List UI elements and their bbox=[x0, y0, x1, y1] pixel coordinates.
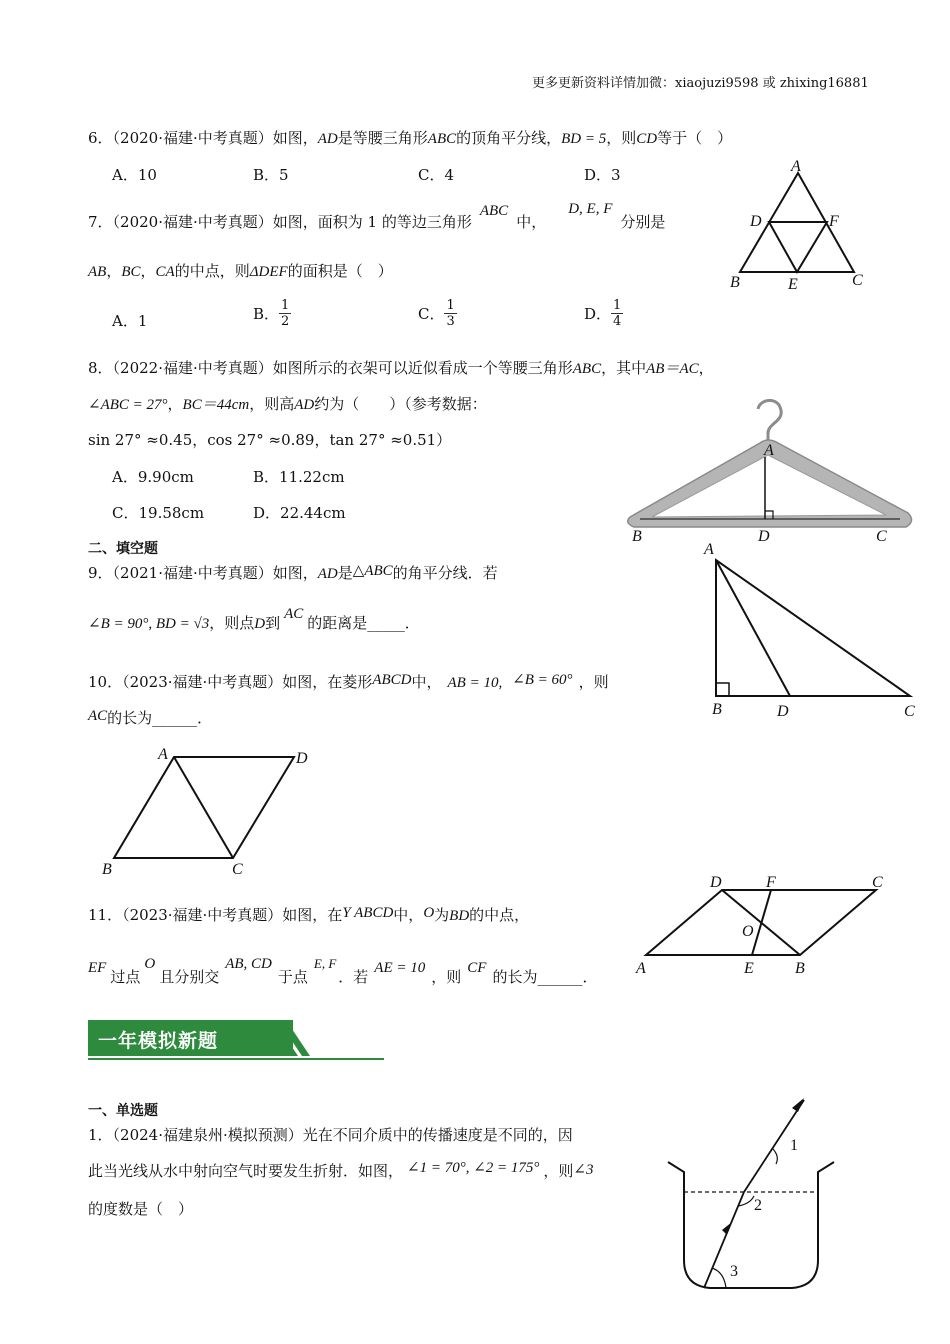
q11-label-c: C bbox=[872, 874, 883, 891]
q7-comma2: ， bbox=[140, 262, 156, 280]
q7-label-a: A bbox=[791, 158, 801, 175]
m1-label-2: 2 bbox=[754, 1197, 762, 1214]
q7-text2: 分别是 bbox=[620, 213, 666, 231]
q8-ad: AD bbox=[294, 397, 315, 413]
q9-abc: △ABC bbox=[352, 563, 393, 579]
q11-text8: ，则 bbox=[431, 968, 462, 986]
q11-o2: O bbox=[144, 956, 156, 972]
q11-text2: 为 bbox=[434, 906, 450, 924]
q11-figure bbox=[632, 870, 892, 980]
q8-angle: ∠ABC = 27° bbox=[88, 397, 168, 413]
q8-option-c[interactable]: C．19.58cm bbox=[112, 504, 205, 522]
q10-ac: AC bbox=[88, 708, 108, 724]
q8-option-d[interactable]: D．22.44cm bbox=[253, 504, 346, 522]
mock-question-1: 1．（2024·福建泉州·模拟预测）光在不同介质中的传播速度是不同的，因 bbox=[88, 1126, 573, 1144]
q6-option-a[interactable]: A．10 bbox=[112, 166, 157, 184]
m1-label-1: 1 bbox=[790, 1137, 798, 1154]
q11-ae: AE = 10 bbox=[374, 960, 426, 976]
q10-label-c: C bbox=[232, 861, 243, 878]
q10-text1: 中， bbox=[411, 673, 442, 691]
q7-option-b[interactable] bbox=[253, 298, 291, 329]
q9-label-c: C bbox=[904, 703, 915, 720]
q9-ac: AC bbox=[284, 606, 304, 622]
hanger-hook bbox=[758, 400, 781, 443]
q11-bd: BD bbox=[449, 908, 470, 924]
q10-text2: ，则 bbox=[578, 673, 609, 691]
q7-def: D, E, F bbox=[568, 201, 613, 217]
q7-option-b-label: B． bbox=[253, 305, 280, 323]
q8-text1: ，其中 bbox=[601, 359, 647, 377]
q8-text3: ，则高 bbox=[249, 395, 295, 413]
m1-line2-text: 此当光线从水中射向空气时要发生折射．如图， bbox=[88, 1162, 404, 1180]
q7-label-b: B bbox=[730, 274, 740, 291]
question-6 bbox=[88, 127, 732, 148]
q9-label-d: D bbox=[777, 703, 789, 720]
q11-text5: 且分别交 bbox=[159, 968, 220, 986]
q11-ef-points: E, F bbox=[313, 956, 337, 971]
q11-label-o: O bbox=[742, 923, 754, 940]
q6-option-d[interactable]: D．3 bbox=[584, 166, 621, 184]
banner-underline bbox=[88, 1058, 384, 1060]
q7-def-triangle: ΔDEF bbox=[249, 264, 288, 280]
q8-text4: 约为（ ）（参考数据： bbox=[314, 395, 487, 413]
q8-label-c: C bbox=[876, 528, 887, 545]
banner-stripes-icon bbox=[248, 1020, 308, 1060]
q6-number: 6． bbox=[88, 129, 113, 147]
q8-line2 bbox=[88, 393, 487, 414]
q11-ef: EF bbox=[88, 960, 107, 976]
q7-frac-quarter bbox=[611, 298, 623, 329]
light-ray-water bbox=[704, 1192, 744, 1288]
q9-condition: ∠B = 90°, BD = √3 bbox=[88, 616, 210, 632]
q11-text4: 过点 bbox=[110, 968, 141, 986]
q9-label-b: B bbox=[712, 701, 722, 718]
q7-frac-half bbox=[279, 298, 291, 329]
q11-label-a: A bbox=[636, 960, 646, 977]
q11-label-e: E bbox=[744, 960, 754, 977]
q7-label-c: C bbox=[852, 272, 863, 289]
q11-segment-ef bbox=[752, 890, 771, 955]
q8-option-a[interactable]: A．9.90cm bbox=[112, 468, 194, 486]
q7-option-c[interactable] bbox=[418, 298, 457, 329]
q6-text1: 是等腰三角形 bbox=[337, 129, 428, 147]
m1-angle3: ∠3 bbox=[573, 1162, 594, 1178]
q7-figure bbox=[728, 155, 868, 295]
m1-label-3: 3 bbox=[730, 1263, 738, 1280]
q7-frac-b-den: 2 bbox=[281, 314, 290, 329]
q7-text1: 中， bbox=[516, 213, 547, 231]
q8-hanger-figure bbox=[620, 395, 920, 543]
q7-option-c-label: C． bbox=[418, 305, 445, 323]
q11-text3: 的中点， bbox=[469, 906, 530, 924]
q7-text3: 的中点，则 bbox=[174, 262, 250, 280]
q7-option-a[interactable]: A．1 bbox=[112, 312, 148, 330]
q6-ad: AD bbox=[317, 131, 338, 147]
q7-label-d: D bbox=[750, 213, 762, 230]
q10-label-d: D bbox=[296, 750, 308, 767]
question-7 bbox=[88, 201, 666, 232]
q10-ab: AB = 10, bbox=[447, 675, 503, 691]
mock-q1-line3: 的度数是（ ） bbox=[88, 1200, 194, 1218]
banner-title: 一年模拟新题 bbox=[98, 1030, 219, 1052]
m1-angles: ∠1 = 70°, ∠2 = 175° bbox=[407, 1160, 540, 1176]
q8-label-b: B bbox=[632, 528, 642, 545]
q9-line1: 9．（2021·福建·中考真题）如图， bbox=[88, 564, 318, 582]
q7-label-f: F bbox=[829, 213, 839, 230]
q11-cf: CF bbox=[467, 960, 487, 976]
q11-o: O bbox=[423, 905, 435, 921]
m1-beaker-figure bbox=[664, 1092, 840, 1292]
q7-line2 bbox=[88, 260, 393, 281]
arrow-head-top-icon bbox=[792, 1098, 804, 1112]
q10-text3: 的长为______． bbox=[107, 709, 213, 727]
q11-text9: 的长为______． bbox=[492, 968, 598, 986]
q8-reference: sin 27° ≈0.45，cos 27° ≈0.89，tan 27° ≈0.51） bbox=[88, 431, 452, 449]
q10-line1: 10．（2023·福建·中考真题）如图，在菱形 bbox=[88, 673, 373, 691]
question-9 bbox=[88, 562, 498, 583]
q9-right-angle bbox=[716, 683, 729, 696]
q10-abcd: ABCD bbox=[372, 672, 412, 688]
q7-source: （2020·福建·中考真题）如图，面积为 1 的等边三角形 bbox=[112, 213, 472, 231]
section-fill-in-blank: 二、填空题 bbox=[88, 541, 158, 557]
q9-d: D bbox=[254, 616, 266, 632]
q9-text4: 到 bbox=[265, 614, 281, 632]
q10-diagonal-ac bbox=[174, 757, 233, 858]
q11-label-d: D bbox=[710, 874, 722, 891]
q6-source: （2020·福建·中考真题）如图， bbox=[112, 129, 318, 147]
q7-option-d-label: D． bbox=[584, 305, 612, 323]
q7-bc: BC bbox=[121, 264, 141, 280]
q7-frac-c-num: 1 bbox=[446, 298, 455, 313]
q6-text4: 等于（ ） bbox=[657, 129, 733, 147]
q9-figure bbox=[700, 540, 930, 725]
q6-bd: BD = 5 bbox=[561, 131, 607, 147]
m1-text1: ，则 bbox=[543, 1162, 574, 1180]
q9-line2 bbox=[88, 606, 420, 633]
q10-figure bbox=[96, 742, 326, 882]
q11-text7: ．若 bbox=[338, 968, 369, 986]
q8-ab-ac: AB＝AC bbox=[646, 361, 699, 377]
q6-abc: ABC bbox=[427, 131, 457, 147]
q9-triangle-abc bbox=[716, 560, 910, 696]
q7-comma1: ， bbox=[106, 262, 122, 280]
q11-label-f: F bbox=[766, 874, 776, 891]
q7-ab: AB bbox=[88, 264, 107, 280]
q7-abc: ABC bbox=[479, 203, 509, 219]
mock-q1-line2 bbox=[88, 1160, 594, 1181]
q8-option-b[interactable]: B．11.22cm bbox=[253, 468, 345, 486]
q9-text1: 是 bbox=[337, 564, 353, 582]
q11-text6: 于点 bbox=[277, 968, 308, 986]
q8-label-a: A bbox=[764, 442, 774, 459]
section-single-choice: 一、单选题 bbox=[88, 1103, 158, 1119]
q11-line2 bbox=[88, 956, 598, 987]
q7-option-d[interactable] bbox=[584, 298, 623, 329]
q7-frac-c-den: 3 bbox=[446, 314, 455, 329]
q9-text5: 的距离是_____． bbox=[307, 614, 420, 632]
q10-label-b: B bbox=[102, 861, 112, 878]
q9-label-a: A bbox=[704, 541, 714, 558]
q8-text1b: ， bbox=[698, 359, 714, 377]
q9-text2: 的角平分线．若 bbox=[392, 564, 498, 582]
q8-bc: BC＝44cm bbox=[182, 397, 250, 413]
q6-option-b[interactable]: B．5 bbox=[253, 166, 289, 184]
q7-frac-d-den: 4 bbox=[613, 314, 622, 329]
q7-frac-b-num: 1 bbox=[281, 298, 290, 313]
q11-text1: 中， bbox=[393, 906, 424, 924]
question-8 bbox=[88, 357, 714, 378]
q11-line1: 11．（2023·福建·中考真题）如图，在 bbox=[88, 906, 343, 924]
q7-text4: 的面积是（ ） bbox=[287, 262, 393, 280]
q11-parallelogram: Y ABCD bbox=[342, 905, 394, 921]
question-11 bbox=[88, 904, 529, 925]
header-note: 更多更新资料详情加微：xiaojuzi9598 或 zhixing16881 bbox=[532, 76, 869, 91]
q8-line1: 8．（2022·福建·中考真题）如图所示的衣架可以近似看成一个等腰三角形 bbox=[88, 359, 573, 377]
q7-number: 7． bbox=[88, 213, 113, 231]
section-banner bbox=[88, 1018, 384, 1062]
q10-angle: ∠B = 60° bbox=[512, 672, 573, 688]
q6-text2: 的顶角平分线， bbox=[456, 129, 562, 147]
q11-label-b: B bbox=[795, 960, 805, 977]
q7-frac-third bbox=[444, 298, 456, 329]
q7-frac-d-num: 1 bbox=[613, 298, 622, 313]
q6-text3: ，则 bbox=[606, 129, 637, 147]
q9-ad: AD bbox=[317, 566, 338, 582]
angle-1-arc bbox=[772, 1148, 777, 1164]
q8-label-d: D bbox=[758, 528, 770, 545]
q10-label-a: A bbox=[158, 746, 168, 763]
q11-ab-cd: AB, CD bbox=[225, 956, 272, 972]
q9-text3: ，则点 bbox=[209, 614, 255, 632]
q7-ca: CA bbox=[155, 264, 175, 280]
angle-3-arc bbox=[712, 1268, 726, 1288]
q7-label-e: E bbox=[788, 276, 798, 293]
q7-triangle-def bbox=[769, 222, 827, 272]
q6-option-c[interactable]: C．4 bbox=[418, 166, 455, 184]
q10-line2 bbox=[88, 707, 212, 728]
q9-bisector-ad bbox=[716, 560, 790, 696]
q8-text2: ， bbox=[167, 395, 183, 413]
q6-cd: CD bbox=[636, 131, 658, 147]
question-10 bbox=[88, 671, 609, 692]
q8-abc: ABC bbox=[572, 361, 602, 377]
